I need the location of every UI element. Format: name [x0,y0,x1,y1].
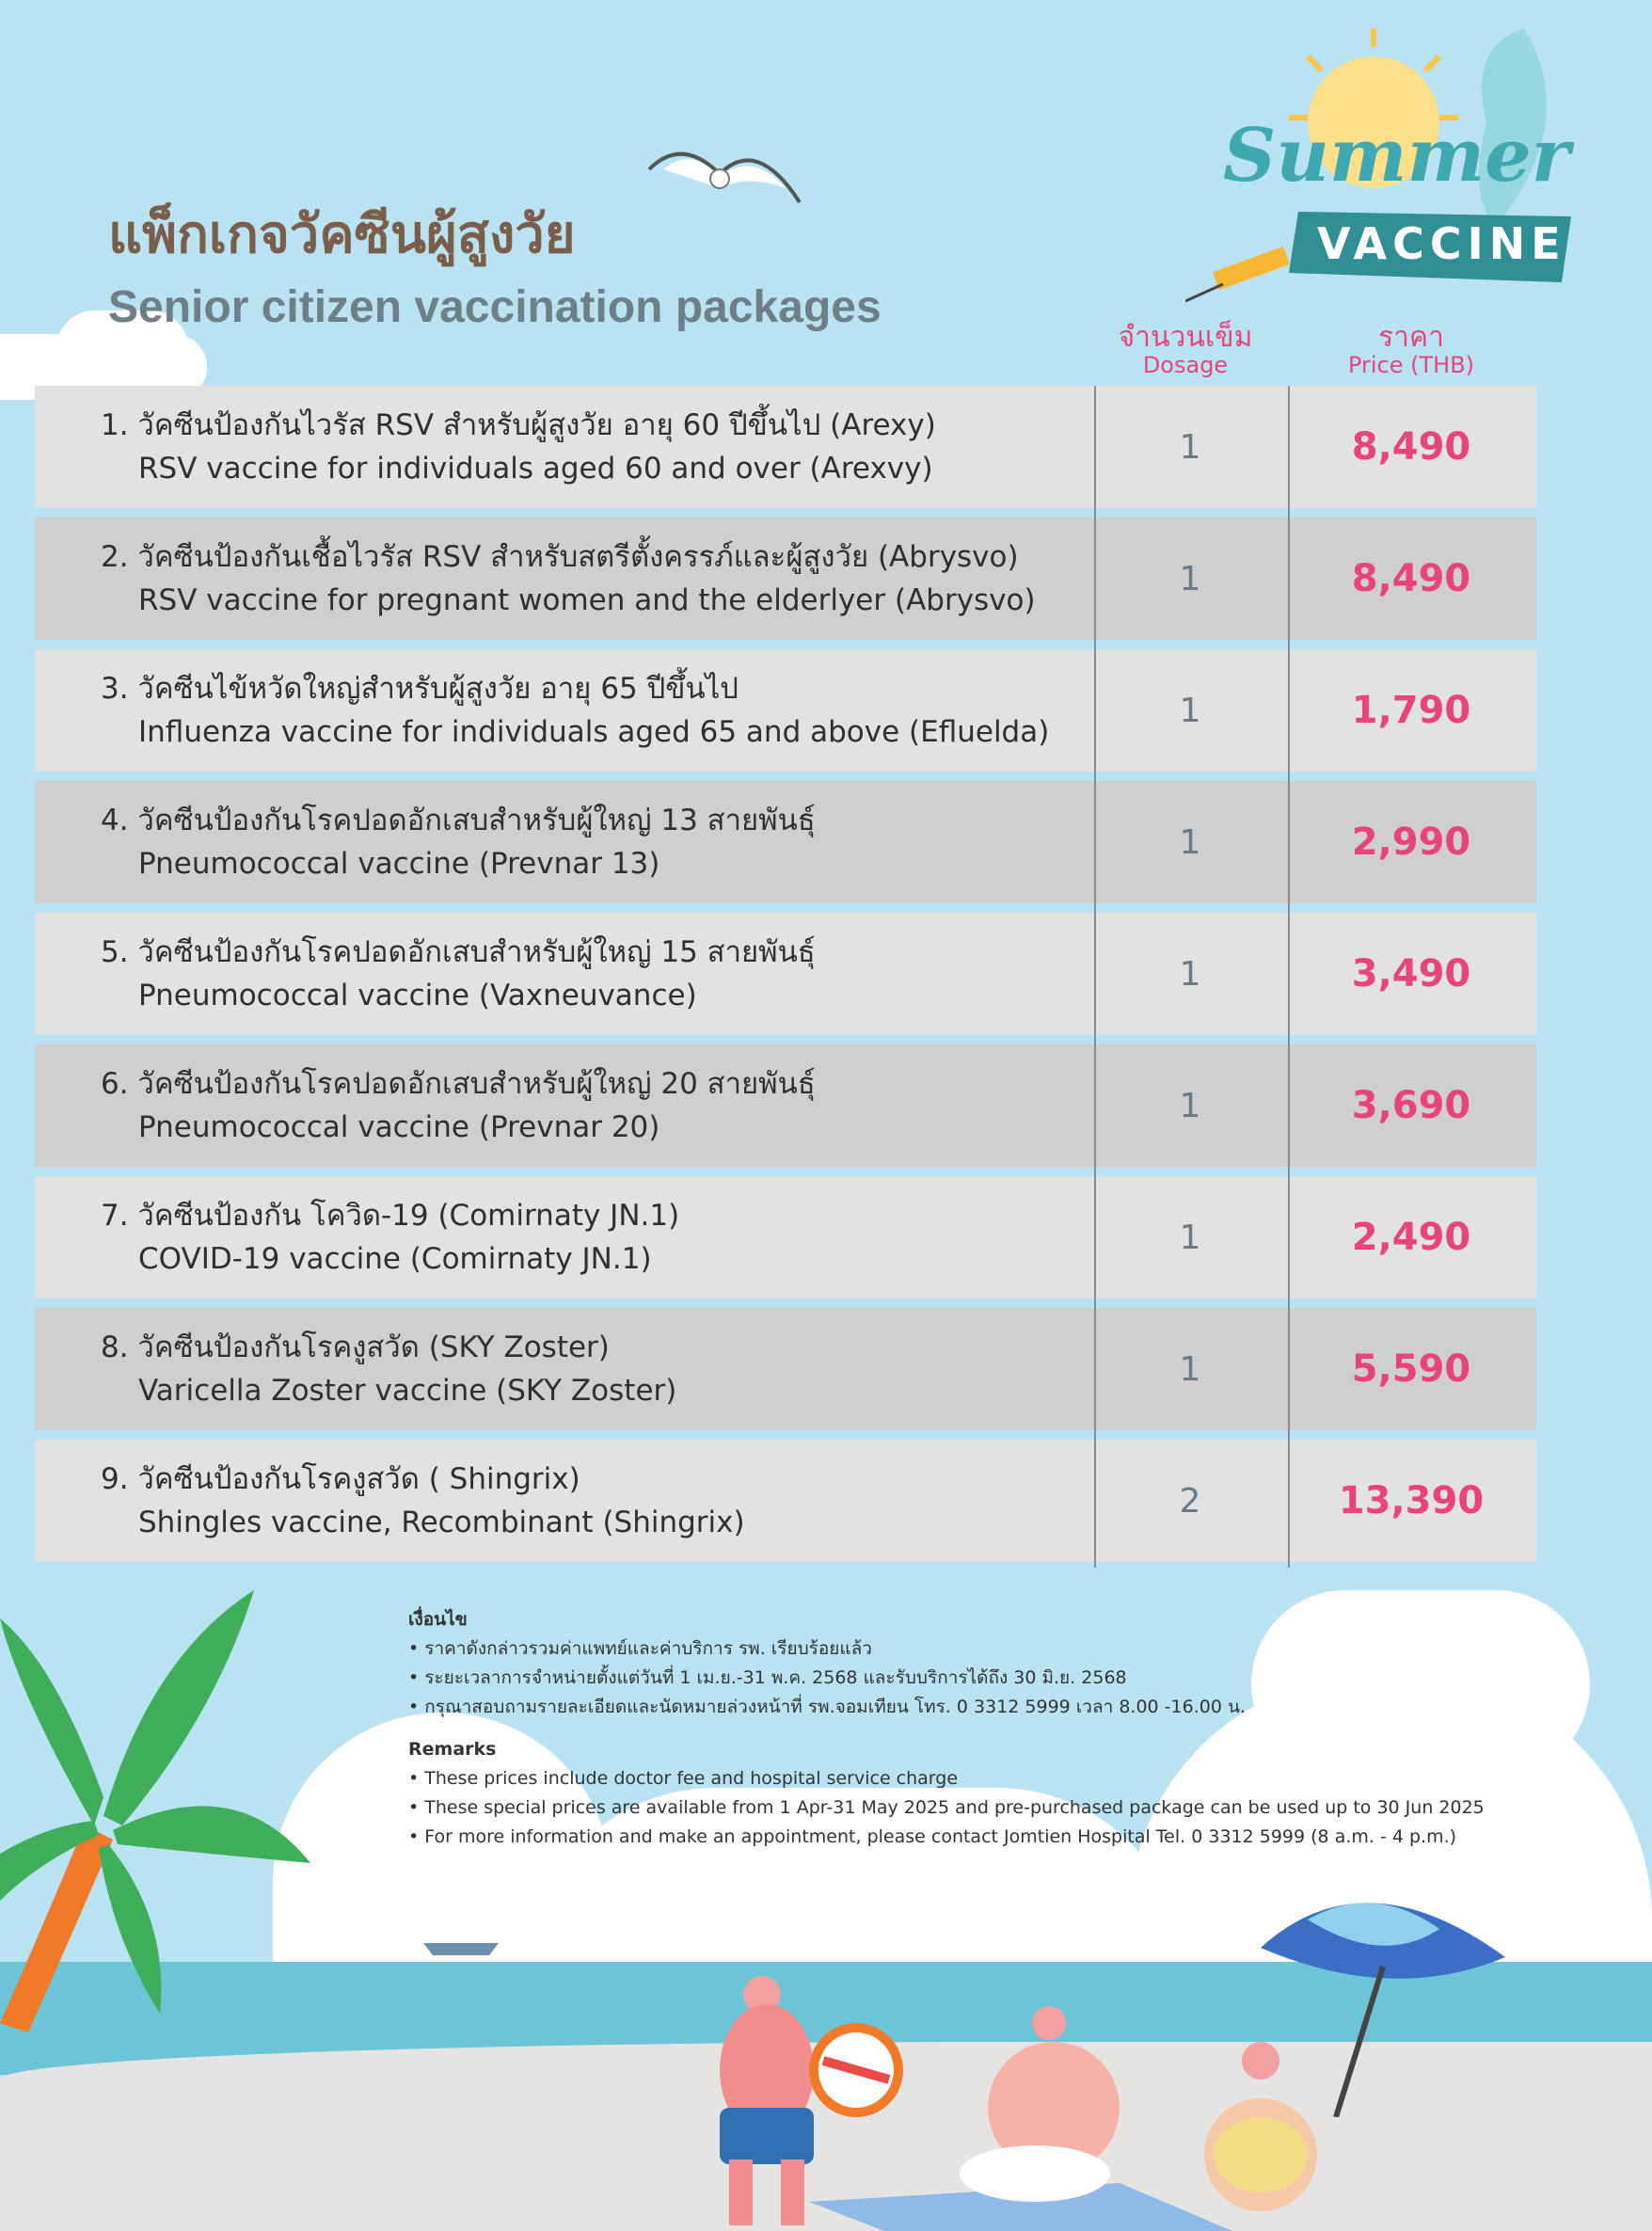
vaccine-name-english: Varicella Zoster vaccine (SKY Zoster) [138,1374,677,1408]
vaccine-name-english: Pneumococcal vaccine (Vaxneuvance) [138,979,697,1012]
vaccine-description [35,667,1094,755]
column-divider [1288,386,1290,1568]
remark-item: • These prices include doctor fee and hospital service charge [408,1768,959,1789]
sailboat-icon [419,1872,503,1962]
palm-tree-illustration [0,1581,310,2032]
dosage-cell: 1 [1179,822,1201,862]
seagull-icon [644,132,804,207]
summer-vaccine-logo [1185,9,1581,311]
vaccine-description [35,1326,1094,1413]
vaccine-name-thai: 6. วัคซีนป้องกันโรคปอดอักเสบสำหรับผู้ใหญ่ 20 สายพันธุ์ [101,1066,816,1101]
price-cell: 1,790 [1351,689,1471,732]
vaccine-description [35,799,1094,886]
dosage-header-thai: จำนวนเข็ม [1118,321,1253,354]
table-row [35,649,1536,772]
vaccine-name-thai: 9. วัคซีนป้องกันโรคงูสวัด ( Shingrix) [101,1461,580,1496]
vaccine-description [35,1194,1094,1282]
vaccine-name-thai: 7. วัคซีนป้องกัน โควิด-19 (Comirnaty JN.1) [101,1198,680,1233]
table-row [35,913,1536,1035]
vaccine-name-english: Pneumococcal vaccine (Prevnar 20) [138,1110,660,1144]
price-cell: 8,490 [1351,425,1471,469]
condition-item: • ระยะเวลาการจำหน่ายตั้งแต่วันที่ 1 เม.ย.-31 พ.ค. 2568 และรับบริการได้ถึง 30 มิ.ย. 2568 [408,1667,1127,1688]
vaccine-name-thai: 1. วัคซีนป้องกันไวรัส RSV สำหรับผู้สูงวัย อายุ 60 ปีขึ้นไป (Arexy) [101,407,936,442]
table-row [35,386,1536,508]
dosage-cell: 1 [1179,559,1201,598]
remark-item: • These special prices are available from 1 Apr-31 May 2025 and pre-purchased package can be used up to 30 Jun 2025 [408,1797,1485,1818]
vaccine-name-thai: 8. วัคซีนป้องกันโรคงูสวัด (SKY Zoster) [101,1330,610,1364]
price-cell: 3,490 [1351,952,1471,996]
dosage-header-english: Dosage [1142,352,1229,378]
dosage-cell: 2 [1179,1481,1201,1521]
vaccine-name-english: Influenza vaccine for individuals aged 65 and above (Efluelda) [138,715,1050,749]
price-cell: 2,490 [1351,1216,1471,1259]
table-row [35,1440,1536,1562]
vaccine-description [35,535,1094,623]
vaccine-name-thai: 2. วัคซีนป้องกันเชื้อไวรัส RSV สำหรับสตรีตั้งครรภ์และผู้สูงวัย (Abrysvo) [101,539,1019,574]
dosage-cell: 1 [1179,427,1201,467]
conditions-heading: เงื่อนไข [408,1609,468,1630]
syringe-icon [1185,247,1290,301]
price-cell: 3,690 [1351,1084,1471,1127]
vaccine-description [35,1458,1094,1545]
dosage-cell: 1 [1179,954,1201,994]
vaccine-name-english: RSV vaccine for pregnant women and the elderlyer (Abrysvo) [138,583,1036,617]
dosage-column-header [1096,322,1275,377]
price-cell: 13,390 [1338,1479,1485,1522]
price-header-english: Price (THB) [1347,352,1475,378]
beach-people-illustration [649,1967,1402,2231]
remarks-heading: Remarks [408,1739,497,1760]
page-title-english: Senior citizen vaccination packages [108,282,882,332]
price-header-thai: ราคา [1378,321,1444,354]
table-row [35,518,1536,640]
table-row [35,1176,1536,1299]
table-row [35,781,1536,903]
page-title-thai: แพ็กเกจวัคซีนผู้สูงวัย [108,204,576,265]
remarks-section [408,1605,1537,1852]
price-cell: 5,590 [1351,1347,1471,1391]
vaccine-description [35,404,1094,491]
dosage-cell: 1 [1179,1218,1201,1257]
vaccine-name-thai: 5. วัคซีนป้องกันโรคปอดอักเสบสำหรับผู้ใหญ่ 15 สายพันธุ์ [101,934,816,969]
logo-word: Summer [1223,113,1570,199]
vaccine-name-english: COVID-19 vaccine (Comirnaty JN.1) [138,1242,652,1276]
vaccine-price-table [35,386,1536,1571]
column-divider [1094,386,1096,1568]
remark-item: • For more information and make an appointment, please contact Jomtien Hospital Tel. 0 3312 5999 (8 a.m. - 4 p.m.) [408,1826,1457,1847]
dosage-cell: 1 [1179,1086,1201,1125]
vaccine-description [35,931,1094,1018]
vaccine-name-thai: 4. วัคซีนป้องกันโรคปอดอักเสบสำหรับผู้ใหญ่ 13 สายพันธุ์ [101,803,816,837]
dosage-cell: 1 [1179,691,1201,730]
table-row [35,1044,1536,1167]
vaccine-name-thai: 3. วัคซีนไข้หวัดใหญ่สำหรับผู้สูงวัย อายุ 65 ปีขึ้นไป [101,671,739,706]
price-cell: 8,490 [1351,557,1471,600]
vaccine-name-english: Pneumococcal vaccine (Prevnar 13) [138,847,660,881]
logo-badge: VACCINE [1317,218,1566,269]
price-cell: 2,990 [1351,821,1471,864]
dosage-cell: 1 [1179,1349,1201,1389]
vaccine-name-english: RSV vaccine for individuals aged 60 and over (Arexvy) [138,452,933,486]
condition-item: • กรุณาสอบถามรายละเอียดและนัดหมายล่วงหน้าที่ รพ.จอมเทียน โทร. 0 3312 5999 เวลา 8.00 -16.00 น. [408,1697,1246,1717]
vaccine-description [35,1062,1094,1150]
table-row [35,1308,1536,1430]
condition-item: • ราคาดังกล่าวรวมค่าแพทย์และค่าบริการ รพ. เรียบร้อยแล้ว [408,1638,872,1659]
price-column-header [1289,322,1533,377]
vaccine-name-english: Shingles vaccine, Recombinant (Shingrix) [138,1506,745,1539]
